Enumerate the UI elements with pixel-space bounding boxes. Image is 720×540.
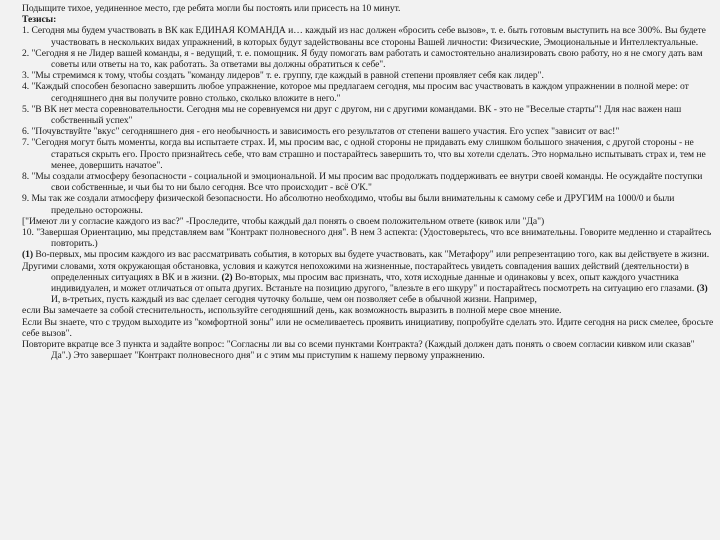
intro-text: Подыщите тихое, уединенное место, где ребята могли бы постоять или присесть на 10 минут.: [22, 3, 401, 14]
thesis-2: 2. "Сегодня я не Лидер вашей команды, я - ведущий, т. е. помощник. Я буду помогать вам работать и самостоятельно анализировать свою работу, но я не смогу дать вам советы или ответы на то, как работать. За ответами вы должны обратиться к себе".: [22, 47, 703, 71]
aspect-1-text: Во-первых, мы просим каждого из вас рассматривать события, в которых вы будете участвовать, как "Метафору" или репрезентацию того, как вы действуете в жизни.: [35, 249, 710, 261]
aspect-1-number: (1): [22, 249, 34, 261]
thesis-1: 1. Сегодня мы будем участвовать в ВК как ЕДИНАЯ КОМАНДА и… каждый из нас должен «бросить себе вызов», т. е. быть готовым выступить на все 300%. Вы будете участвовать в нескольких видах упражнений, в которых будут задействованы все стороны Вашей личности: Физические, Эмоциональные и Интеллектуальные.: [22, 25, 706, 48]
thesis-9: 9. Мы так же создали атмосферу физической безопасности. Но абсолютно необходимо, чтобы вы были внимательны к самому себе и ДРУГИМ на 1000/0 и были предельно осторожны.: [22, 193, 675, 216]
closing-instructions: Повторите вкратце все 3 пункта и задайте вопрос: "Согласны ли вы со всеми пунктами Контракта? (Каждый должен дать понять о своем согласии кивком или сказав" Да".) Это завершает "Контракт полновесного дня" и с этим мы приступим к нашему первому упражнению.: [22, 339, 695, 362]
theses-heading: Тезисы:: [22, 14, 57, 26]
thesis-8: 8. "Мы создали атмосферу безопасности - социальной и эмоциональной. И мы просим вас продолжать поддерживать ее внутри своей команды. Не осуждайте поступки свои собственные, и чьи бы то ни было сегодня. Все что происходит - всё О'К.": [22, 171, 703, 194]
thesis-5: 5. "В ВК нет места соревновательности. Сегодня мы не соревнуемся ни друг с другом, ни с другими командами. ВК - это не "Веселые старты"! Для нас важен наш собственный успех": [22, 103, 682, 127]
aspect-3-text: И, в-третьих, пусть каждый из вас сделает сегодня чуточку больше, чем он позволяет себе в обычной жизни. Например,: [51, 294, 537, 306]
thesis-10: 10. "Завершая Ориентацию, мы представляем вам "Контракт полновесного дня". В нем 3 аспекта: (Удостоверьтесь, что все внимательны. Говорите медленно и старайтесь повторить.): [22, 227, 712, 250]
aspect-2-number: (2): [221, 271, 233, 283]
thesis-7: 7. "Сегодня могут быть моменты, когда вы испытаете страх. И, мы просим вас, с одной стороны не придавать ему слишком большого значения, с другой стороны - не стараться скрыть его. Просто признайтесь себе, что вам страшно и постарайтесь завершить то, что вы хотели сделать. Это нормально испытывать страх и, тем не менее, довершить начатое".: [22, 137, 706, 171]
shyness-example: если Вы замечаете за собой стеснительность, используйте сегодняшний день, как возможность выразить в полной мере свое мнение.: [22, 305, 562, 317]
consent-question: ["Имеют ли у согласие каждого из вас?" -Проследите, чтобы каждый дал понять о своем положительном ответе (кивок или "Да"): [22, 215, 545, 227]
aspect-2-text: Во-вторых, мы просим вас признать, что, хотя исходные данные и одинаковы у всех, опыт каждого участника индивидуален, и может отличаться от опыта других. Встаньте на позицию другого, "влезьте в его шкуру" и постарайтесь посмотреть на ситуацию его глазами.: [51, 271, 695, 295]
comfort-zone-example: Если Вы знаете, что с трудом выходите из "комфортной зоны" или не осмеливаетесь проявить инициативу, попробуйте сделать это. Идите сегодня на риск смелее, бросьте себе вызов".: [22, 316, 714, 339]
aspects-2-3: [22, 261, 714, 306]
aspect-3-number: (3): [696, 283, 708, 295]
aspect-1: [22, 249, 714, 260]
thesis-6: 6. "Почувствуйте "вкус" сегодняшнего дня - его необычность и зависимость его результатов от степени вашего участия. Его успех "зависит от вас!": [22, 126, 620, 138]
thesis-3: 3. "Мы стремимся к тому, чтобы создать "команду лидеров" т. е. группу, где каждый в равной степени проявляет себя как лидер".: [22, 70, 544, 82]
thesis-4: 4. "Каждый способен безопасно завершить любое упражнение, которое мы предлагаем сегодня, мы просим вас участвовать в каждом упражнении в полной мере: от сегодняшнего дня вы получите ровно столько, сколько вложите в него.": [22, 81, 689, 104]
aspect-1-explanation: Другими словами, хотя окружающая обстановка, условия и кажутся непохожими на жизненные, постарайтесь увидеть совпадения ваших действий (деятельности) в определенных ситуациях в ВК и в жизни.: [22, 260, 689, 283]
